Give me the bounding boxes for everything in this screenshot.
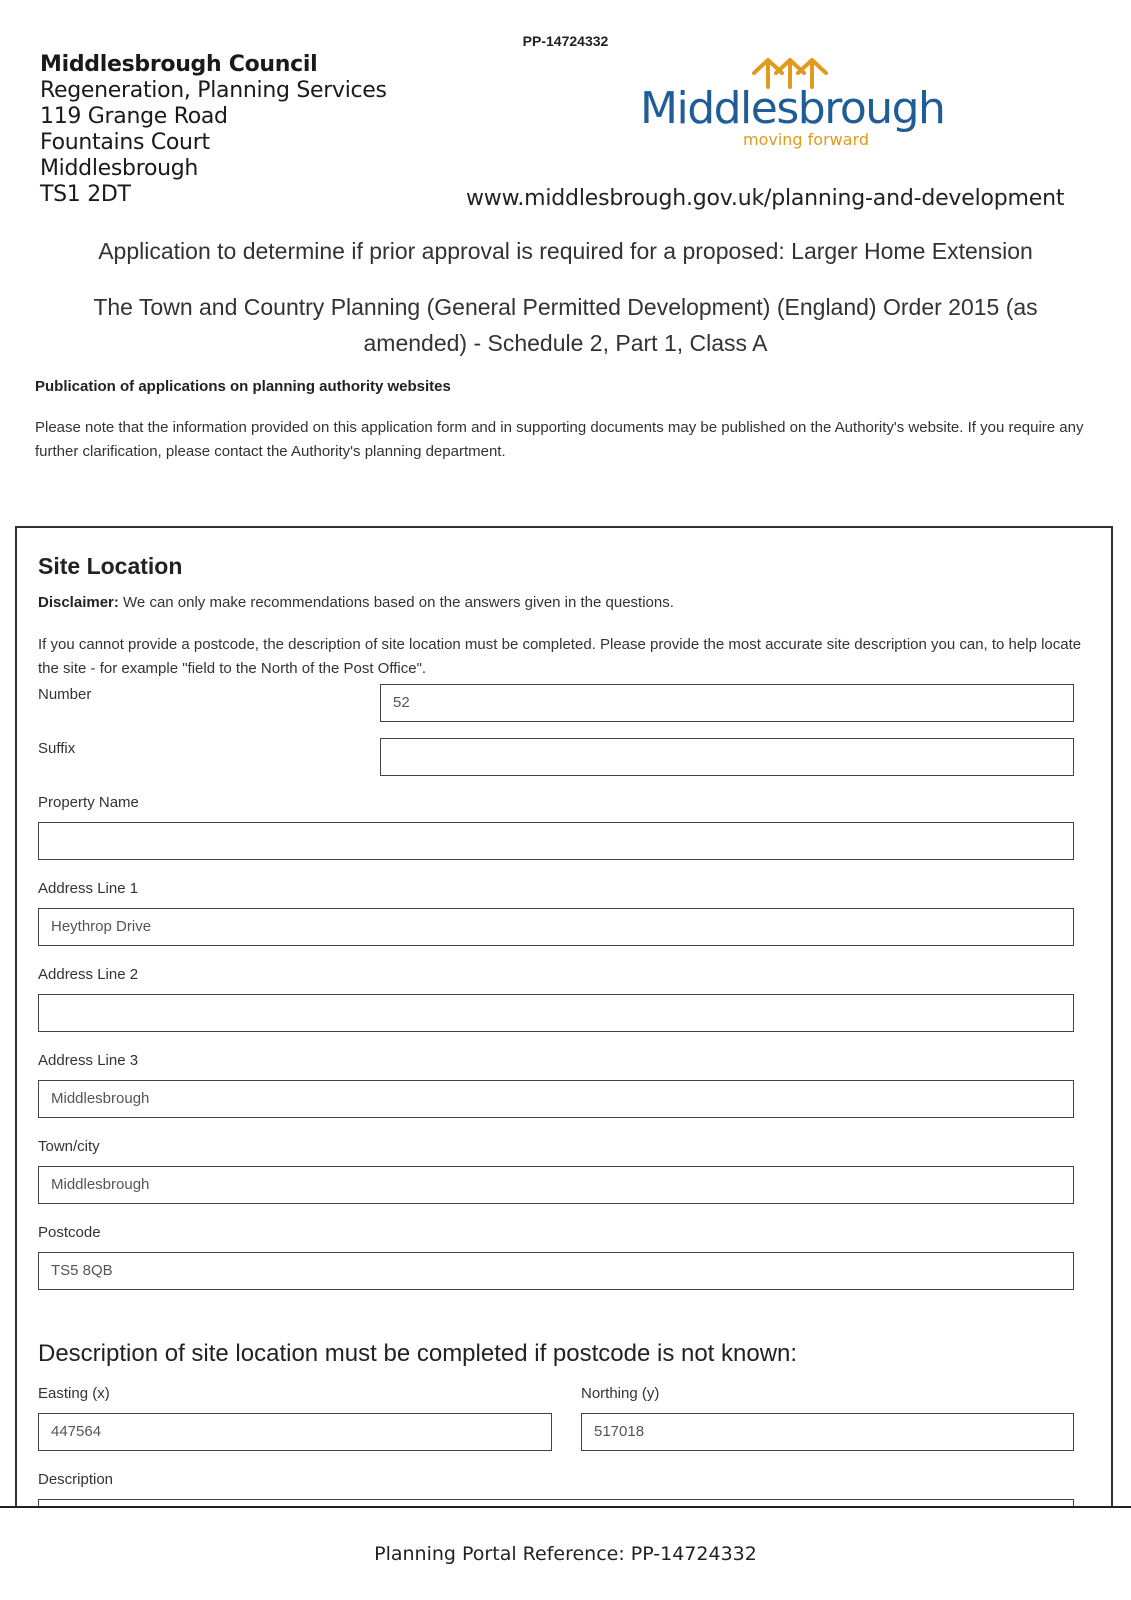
description-label: Description [38, 1471, 114, 1488]
council-name: Middlesbrough Council [40, 52, 318, 77]
northing-field[interactable]: 517018 [581, 1413, 1074, 1451]
address-line: Regeneration, Planning Services [40, 78, 387, 103]
address-line: TS1 2DT [40, 182, 131, 207]
address-line-2-label: Address Line 2 [38, 966, 139, 983]
northing-label: Northing (y) [581, 1385, 660, 1402]
disclaimer-text: We can only make recommendations based on the answers given in the questions. [118, 594, 674, 611]
reference-number-top: PP-14724332 [522, 33, 609, 49]
middlesbrough-logo [640, 55, 945, 155]
disclaimer [38, 594, 674, 611]
document-title: Application to determine if prior approval is required for a proposed: Larger Home Extension [98, 238, 1033, 264]
property-name-label: Property Name [38, 794, 139, 811]
property-name-field[interactable] [38, 822, 1074, 860]
site-location-section [15, 526, 1113, 1506]
suffix-label: Suffix [38, 740, 76, 757]
number-field[interactable]: 52 [380, 684, 1074, 722]
town-city-field[interactable]: Middlesbrough [38, 1166, 1074, 1204]
publication-heading: Publication of applications on planning authority websites [35, 378, 451, 395]
council-website-link[interactable]: www.middlesbrough.gov.uk/planning-and-development [466, 186, 1065, 211]
easting-field[interactable]: 447564 [38, 1413, 552, 1451]
postcode-field[interactable]: TS5 8QB [38, 1252, 1074, 1290]
document-subtitle: The Town and Country Planning (General Permitted Development) (England) Order 2015 (as amended) - Schedule 2, Part 1, Class A [93, 294, 1038, 356]
address-line-1-label: Address Line 1 [38, 880, 139, 897]
address-line-3-label: Address Line 3 [38, 1052, 139, 1069]
address-line-3-field[interactable]: Middlesbrough [38, 1080, 1074, 1118]
address-line: Middlesbrough [40, 156, 199, 181]
logo-tagline: moving forward [743, 130, 870, 149]
footer-reference: Planning Portal Reference: PP-14724332 [374, 1543, 757, 1565]
disclaimer-label: Disclaimer: [38, 594, 119, 611]
address-line: Fountains Court [40, 130, 210, 155]
number-label: Number [38, 686, 92, 703]
suffix-field[interactable] [380, 738, 1074, 776]
address-line-2-field[interactable] [38, 994, 1074, 1032]
town-city-label: Town/city [38, 1138, 100, 1155]
section-title: Site Location [38, 553, 183, 579]
postcode-label: Postcode [38, 1224, 101, 1241]
description-heading: Description of site location must be completed if postcode is not known: [38, 1340, 798, 1367]
footer-divider [0, 1506, 1131, 1508]
logo-wordmark: Middlesbrough [640, 83, 945, 134]
easting-label: Easting (x) [38, 1385, 110, 1402]
address-line: 119 Grange Road [40, 104, 228, 129]
postcode-note: If you cannot provide a postcode, the description of site location must be completed. Please provide the most accurate site description you can, to help locate the site - for example "field to the North of the Post Office". [38, 636, 1082, 677]
publication-notice: Please note that the information provided on this application form and in supporting documents may be published on the Authority's website. If you require any further clarification, please contact the Authority's planning department. [35, 419, 1084, 460]
council-address [40, 52, 387, 208]
address-line-1-field[interactable]: Heythrop Drive [38, 908, 1074, 946]
